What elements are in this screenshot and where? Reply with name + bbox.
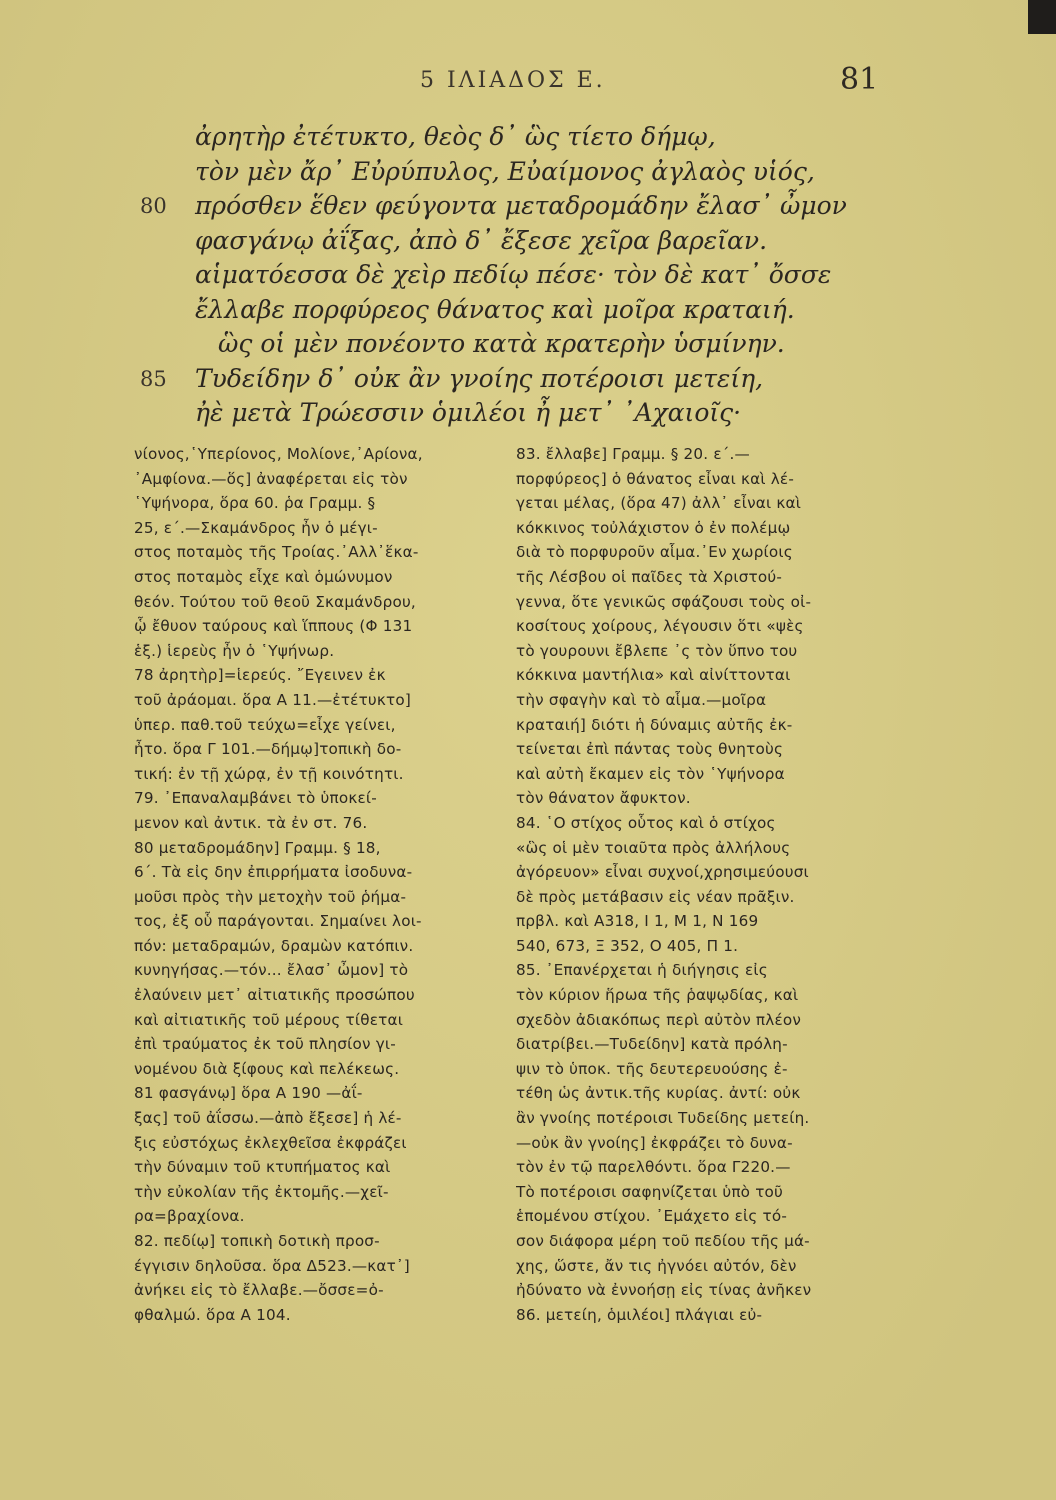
verse-text: πρόσθεν ἕθεν φεύγοντα μεταδρομάδην ἔλασ᾽ ὦμον xyxy=(195,191,847,220)
commentary-line: κόκκινα μαντήλια» καὶ αἰνίττονται xyxy=(516,666,791,685)
commentary-line: νομένου διὰ ξίφους καὶ πελέκεως. xyxy=(134,1059,400,1078)
commentary-line: ὑπερ. παθ.τοῦ τεύχω=εἶχε γείνει, xyxy=(134,715,396,734)
page-number: 81 xyxy=(840,62,879,97)
commentary-line: ξις εὐστόχως ἐκλεχθεῖσα ἐκφράζει xyxy=(134,1133,407,1152)
commentary-line: νίονος,῾Υπερίονος, Μολίονε,᾽Αρίονα, xyxy=(134,445,423,463)
commentary-line: πόν: μεταδραμών, δραμὼν κατόπιν. xyxy=(134,936,414,955)
commentary-left-column xyxy=(134,442,504,1327)
running-title: 5 ΙΛΙΑΔΟΣ Ε. xyxy=(420,68,606,93)
commentary-line: τος, ἐξ οὗ παράγονται. Σημαίνει λοι- xyxy=(134,912,422,931)
commentary-line: κόκκινος τοὐλάχιστον ὁ ἐν πολέμῳ xyxy=(516,518,791,537)
verse-line xyxy=(140,120,900,155)
commentary-line: 540, 673, Ξ 352, Ο 405, Π 1. xyxy=(516,936,739,955)
page-corner-tab xyxy=(1028,0,1056,34)
commentary-line: στος ποταμὸς τῆς Τροίας.᾽Αλλ᾽ἕκα- xyxy=(134,543,419,562)
commentary-line: κοσίτους χοίρους, λέγουσιν ὅτι «ψὲς xyxy=(516,617,804,636)
commentary-line: 85. ᾽Επανέρχεται ἡ διήγησις εἰς xyxy=(516,961,768,980)
verse-text: ἠὲ μετὰ Τρώεσσιν ὁμιλέοι ἦ μετ᾽ ᾿Αχαιοῖς· xyxy=(195,398,742,427)
verse-text: Τυδείδην δ᾽ οὐκ ἂν γνοίης ποτέροισι μετείη, xyxy=(195,363,764,393)
commentary-line: ἦτο. ὅρα Γ 101.—δήμῳ]τοπικὴ δο- xyxy=(134,740,402,759)
commentary-line: ᾧ ἔθυον ταύρους καὶ ἵππους (Φ 131 xyxy=(134,617,413,636)
verse-line xyxy=(140,362,900,397)
verse-text: αἱματόεσσα δὲ χεὶρ πεδίῳ πέσε· τὸν δὲ κατ᾽ ὄσσε xyxy=(195,260,832,289)
verse-line xyxy=(140,189,900,224)
verse-text: τὸν μὲν ἄρ᾽ Εὐρύπυλος, Εὐαίμονος ἀγλαὸς υἱός, xyxy=(195,156,815,186)
commentary-line: 84. ῾Ο στίχος οὗτος καὶ ὁ στίχος xyxy=(516,813,776,832)
commentary-line: έγγισιν δηλοῦσα. ὅρα Δ523.—κατ᾽] xyxy=(134,1256,410,1275)
commentary-line: —οὐκ ἂν γνοίης] ἐκφράζει τὸ δυνα- xyxy=(516,1133,793,1152)
commentary-line: 79. ᾽Επαναλαμβάνει τὸ ὑποκεί- xyxy=(134,789,377,808)
commentary-line: 25, ε΄.—Σκαμάνδρος ἦν ὁ μέγι- xyxy=(134,518,378,537)
verse-text: ὣς οἱ μὲν πονέοντο κατὰ κρατερὴν ὑσμίνην. xyxy=(218,329,785,358)
commentary-line: Τὸ ποτέροισι σαφηνίζεται ὑπὸ τοῦ xyxy=(516,1182,784,1201)
verse-text: ἀρητὴρ ἐτέτυκτο, θεὸς δ᾽ ὣς τίετο δήμῳ, xyxy=(195,122,716,151)
commentary-line: ἀγόρευον» εἶναι συχνοί,χρησιμεύουσι xyxy=(516,863,809,882)
commentary-line: ἠδύνατο νὰ ἐννοήσῃ εἰς τίνας ἀνῆκεν xyxy=(516,1281,812,1300)
commentary-line: ἐπὶ τραύματος ἐκ τοῦ πλησίον γι- xyxy=(134,1035,396,1054)
verse-line xyxy=(140,155,900,190)
verse-number: 85 xyxy=(140,366,167,391)
commentary-line: διατρίβει.—Τυδείδην] κατὰ πρόλη- xyxy=(516,1035,788,1054)
commentary-line: ῾Υψήνορα, ὅρα 60. ῥα Γραμμ. § xyxy=(134,494,376,513)
commentary-line: κραταιή] διότι ἡ δύναμις αὐτῆς ἐκ- xyxy=(516,715,793,734)
verse-block xyxy=(140,120,900,431)
verse-text: ἔλλαβε πορφύρεος θάνατος καὶ μοῖρα κραταιή. xyxy=(195,294,795,324)
commentary-line: 80 μεταδρομάδην] Γραμμ. § 18, xyxy=(134,838,381,857)
commentary-line: 86. μετείη, ὁμιλέοι] πλάγιαι εὐ- xyxy=(516,1305,763,1324)
commentary-line: μενον καὶ ἀντικ. τὰ ἐν στ. 76. xyxy=(134,813,368,832)
commentary-line: στος ποταμὸς εἶχε καὶ ὁμώνυμον xyxy=(134,567,393,586)
commentary-line: ἑπομένου στίχου. ᾽Εμάχετο εἰς τό- xyxy=(516,1207,788,1226)
commentary-line: τὴν δύναμιν τοῦ κτυπήματος καὶ xyxy=(134,1158,391,1177)
commentary-line: 82. πεδίῳ] τοπικὴ δοτικὴ προσ- xyxy=(134,1232,380,1250)
commentary-line: δὲ πρὸς μετάβασιν εἰς νέαν πρᾶξιν. xyxy=(516,887,795,906)
commentary-line: σχεδὸν ἀδιακόπως περὶ αὐτὸν πλέον xyxy=(516,1010,802,1029)
commentary-line: τὸν κύριον ἥρωα τῆς ῥαψῳδίας, καὶ xyxy=(516,986,799,1005)
commentary-line: τὴν εὐκολίαν τῆς ἐκτομῆς.—χεῖ- xyxy=(134,1182,389,1201)
commentary-line: καὶ αἰτιατικῆς τοῦ μέρους τίθεται xyxy=(134,1010,404,1029)
commentary-line: γεται μέλας, (ὅρα 47) ἀλλ᾽ εἶναι καὶ xyxy=(516,494,802,513)
commentary-line: ἐλαύνειν μετ᾽ αἰτιατικῆς προσώπου xyxy=(134,986,415,1005)
commentary-line: 6΄. Τὰ εἰς δην ἐπιρρήματα ἰσοδυνα- xyxy=(134,863,413,882)
commentary-line: μοῦσι πρὸς τὴν μετοχὴν τοῦ ῥήμα- xyxy=(134,887,407,906)
verse-line xyxy=(140,258,900,293)
commentary-line: ξας] τοῦ ἀΐσσω.—ἀπὸ ἔξεσε] ἡ λέ- xyxy=(134,1109,402,1128)
commentary-line: πρβλ. καὶ Α318, Ι 1, Μ 1, Ν 169 xyxy=(516,912,759,931)
verse-line xyxy=(140,396,900,431)
commentary-line: τέθη ὡς ἀντικ.τῆς κυρίας. ἀντί: οὐκ xyxy=(516,1084,801,1103)
commentary-line: τική: ἐν τῇ χώρᾳ, ἐν τῇ κοινότητι. xyxy=(134,764,404,783)
commentary-line: τῆς Λέσβου οἱ παῖδες τὰ Χριστού- xyxy=(516,567,783,586)
commentary-line: 81 φασγάνῳ] ὅρα Α 190 —ἀΐ- xyxy=(134,1084,363,1103)
commentary-line: ψιν τὸ ὑποκ. τῆς δευτερευούσης ἐ- xyxy=(516,1059,788,1078)
commentary-line: ἑξ.) ἱερεὺς ἦν ὁ ῾Υψήνωρ. xyxy=(134,641,335,660)
commentary-line: φθαλμώ. ὅρα Α 104. xyxy=(134,1305,291,1324)
commentary-line: γεννα, ὅτε γενικῶς σφάζουσι τοὺς οἰ- xyxy=(516,592,812,611)
verse-line xyxy=(140,224,900,259)
commentary-line: τὸν θάνατον ἄφυκτον. xyxy=(516,789,691,808)
commentary-line: κυνηγήσας.—τόν... ἔλασ᾽ ὦμον] τὸ xyxy=(134,961,409,980)
commentary-line: πορφύρεος] ὁ θάνατος εἶναι καὶ λέ- xyxy=(516,469,795,488)
commentary-line: σον διάφορα μέρη τοῦ πεδίου τῆς μά- xyxy=(516,1232,810,1250)
commentary-line: «ὣς οἱ μὲν τοιαῦτα πρὸς ἀλλήλους xyxy=(516,838,791,857)
commentary-line: ἂν γνοίης ποτέροισι Τυδείδης μετείη. xyxy=(516,1109,810,1128)
commentary-line: 83. ἔλλαβε] Γραμμ. § 20. ε΄.— xyxy=(516,445,750,463)
commentary-line: τοῦ ἀράομαι. ὅρα Α 11.—ἐτέτυκτο] xyxy=(134,690,412,709)
verse-line xyxy=(140,327,900,362)
page-header xyxy=(0,62,1056,102)
commentary-line: τὸν ἐν τῷ παρελθόντι. ὅρα Γ220.— xyxy=(516,1158,791,1177)
commentary-line: 78 ἀρητὴρ]=ἱερεύς. ῎Εγεινεν ἐκ xyxy=(134,666,386,685)
commentary-line: τὴν σφαγὴν καὶ τὸ αἷμα.—μοῖρα xyxy=(516,690,767,709)
commentary-right-column xyxy=(516,442,886,1327)
verse-number: 80 xyxy=(140,194,167,218)
commentary-line: τὸ γουρουνι ἔβλεπε ᾽ς τὸν ὕπνο του xyxy=(516,641,798,660)
verse-line xyxy=(140,293,900,328)
verse-text: φασγάνῳ ἀΐξας, ἀπὸ δ᾽ ἔξεσε χεῖρα βαρεῖαν. xyxy=(195,225,768,255)
commentary-line: ᾽Αμφίονα.—ὅς] ἀναφέρεται εἰς τὸν xyxy=(134,469,408,488)
commentary-line: τείνεται ἐπὶ πάντας τοὺς θνητοὺς xyxy=(516,740,784,759)
commentary-line: ἀνήκει εἰς τὸ ἔλλαβε.—ὄσσε=ὀ- xyxy=(134,1281,384,1300)
commentary-line: διὰ τὸ πορφυροῦν αἷμα.᾽Εν χωρίοις xyxy=(516,543,793,562)
commentary-line: καὶ αὐτὴ ἔκαμεν εἰς τὸν ῾Υψήνορα xyxy=(516,764,785,783)
commentary-line: θεόν. Τούτου τοῦ θεοῦ Σκαμάνδρου, xyxy=(134,592,416,611)
commentary-line: χης, ὥστε, ἄν τις ἠγνόει αὐτόν, δὲν xyxy=(516,1256,797,1275)
commentary-line: ρα=βραχίονα. xyxy=(134,1207,245,1226)
